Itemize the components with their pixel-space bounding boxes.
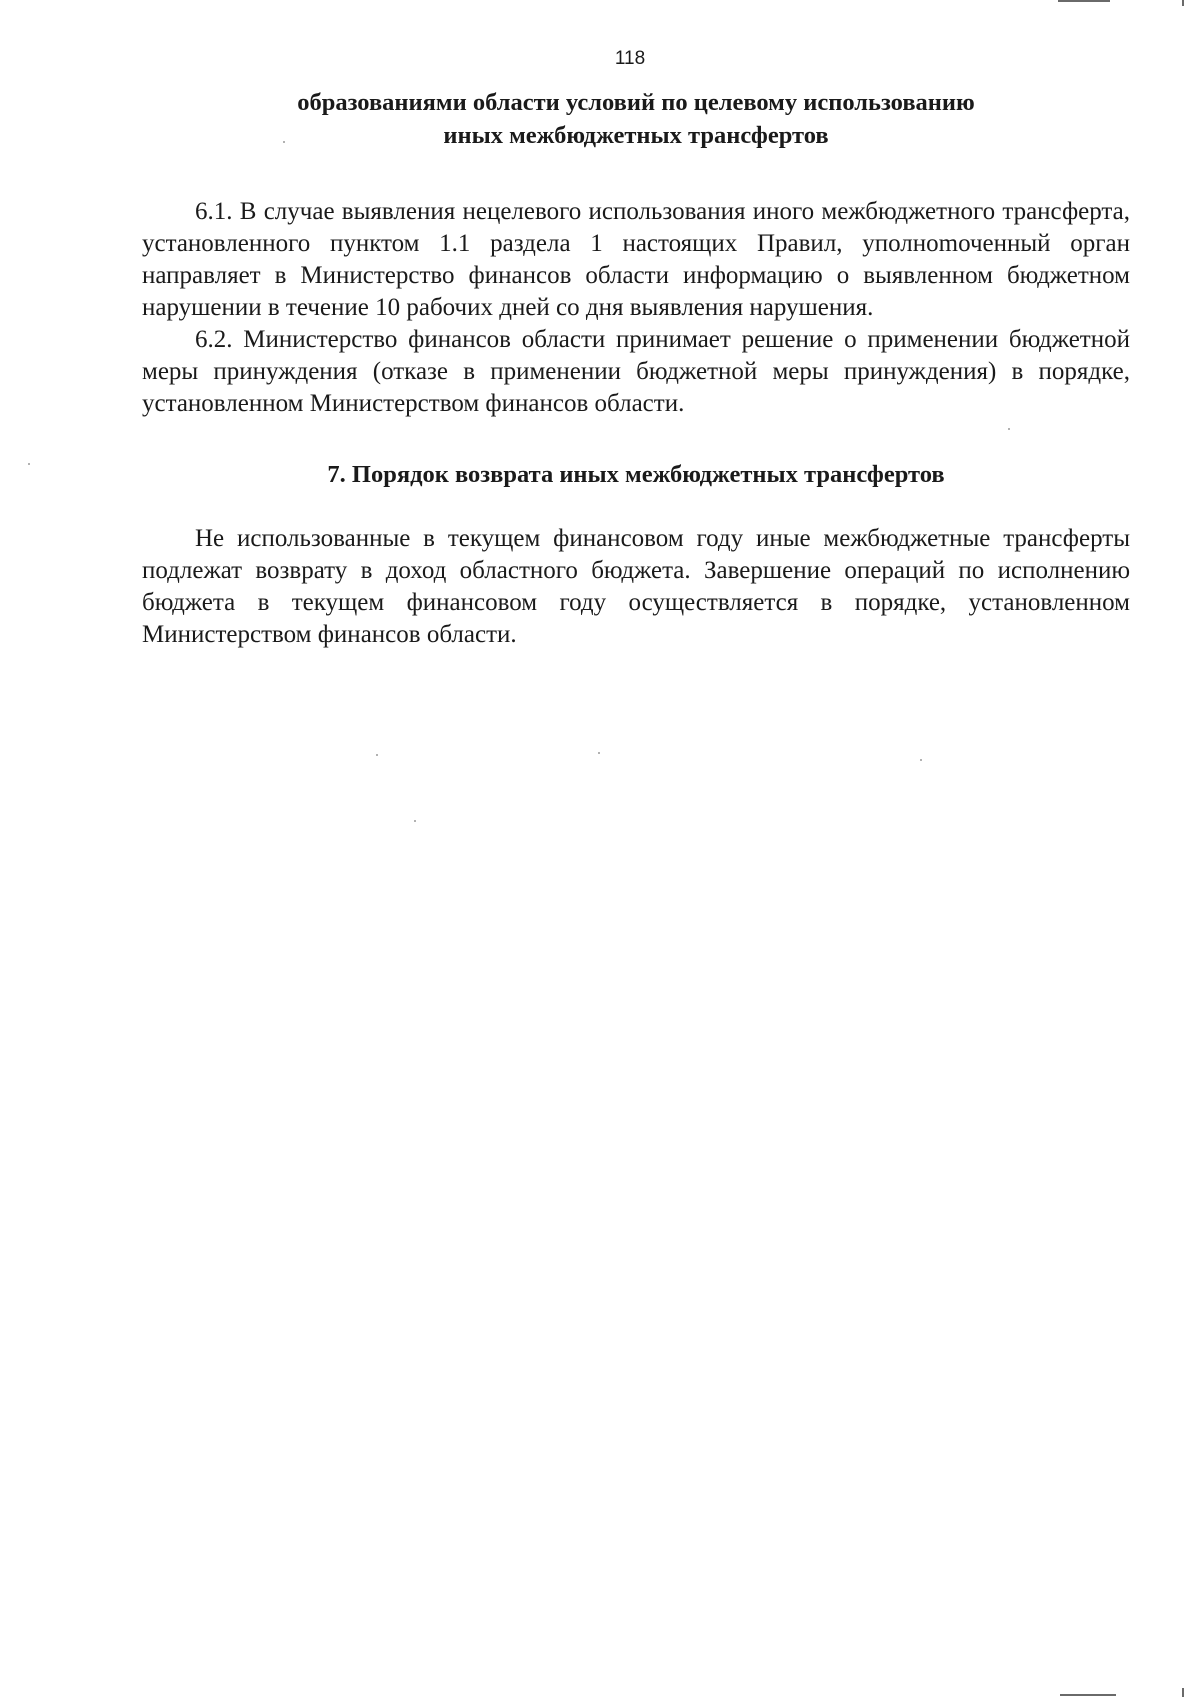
section-6-heading bbox=[142, 86, 1130, 152]
scan-artifact-bottom bbox=[1060, 1694, 1116, 1696]
paragraph-6-2: 6.2. Министерство финансов области принимает решение о применении бюджетной меры принуждения (отказе в применении бюджетной меры принуждения) в порядке, установленном Министерством финансов области. bbox=[142, 326, 1130, 417]
scan-speck bbox=[920, 759, 922, 761]
spacer bbox=[142, 152, 1130, 196]
spacer bbox=[142, 420, 1130, 458]
section-6-heading-line: иных межбюджетных трансфертов bbox=[443, 122, 829, 149]
scan-speck bbox=[414, 820, 416, 822]
scan-speck bbox=[376, 754, 378, 756]
scan-speck bbox=[28, 463, 30, 465]
scan-speck bbox=[598, 752, 600, 754]
scan-artifact-top-tick bbox=[1182, 0, 1184, 6]
paragraph-6-1: 6.1. В случае выявления нецелевого использования иного межбюджетного трансферта, установленного пунктом 1.1 раздела 1 настоящих Правил, уполноmоченный орган направляет в Министерство финансов области информацию о выявленном бюджетном нарушении в течение 10 рабочих дней со дня выявления нарушения. bbox=[142, 198, 1130, 321]
spacer bbox=[142, 491, 1130, 523]
scan-artifact-bottom-tick bbox=[1182, 1688, 1184, 1697]
page-content bbox=[142, 86, 1130, 651]
section-7-heading: 7. Порядок возврата иных межбюджетных трансфертов bbox=[327, 461, 945, 488]
paragraph-7: Не использованные в текущем финансовом году иные межбюджетные трансферты подлежат возврату в доход областного бюджета. Завершение операций по исполнению бюджета в текущем финансовом году осуществляется в порядке, установленном Министерством финансов области. bbox=[142, 525, 1130, 648]
scan-artifact-top bbox=[1058, 0, 1110, 2]
page-number: 118 bbox=[614, 48, 646, 69]
section-6-heading-line: образованиями области условий по целевому использованию bbox=[297, 89, 975, 116]
